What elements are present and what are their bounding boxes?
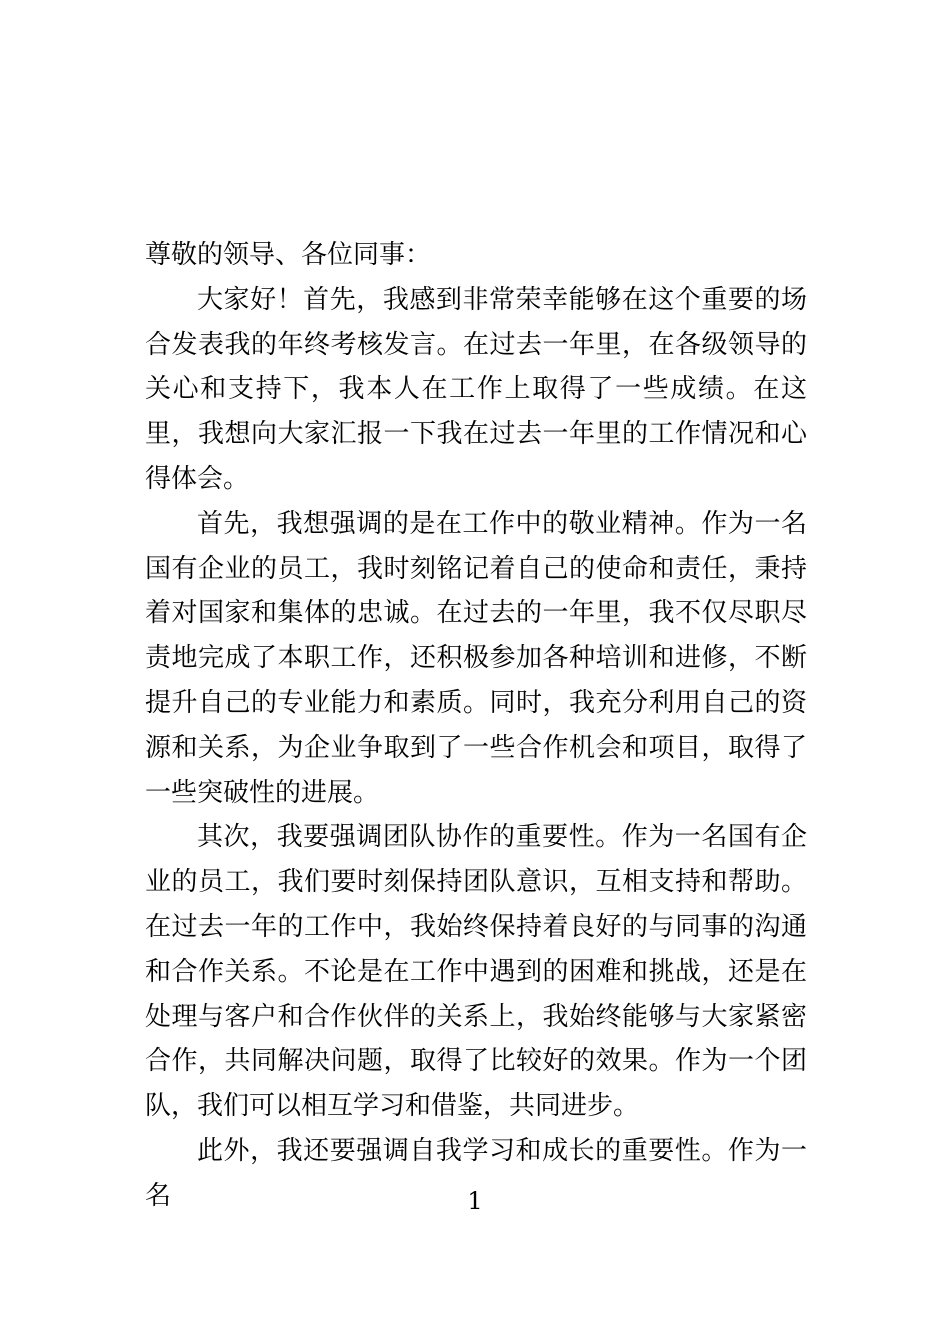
document-body bbox=[145, 233, 807, 1219]
page-number: 1 bbox=[467, 1187, 483, 1215]
paragraph: 此外，我还要强调自我学习和成长的重要性。作为一名 bbox=[145, 1135, 807, 1211]
salutation: 尊敬的领导、各位同事： bbox=[145, 240, 432, 270]
paragraph: 其次，我要强调团队协作的重要性。作为一名国有企业的员工，我们要时刻保持团队意识，互相支持和帮助。在过去一年的工作中，我始终保持着良好的与同事的沟通和合作关系。不论是在工作中遇到的困难和挑战，还是在处理与客户和合作伙伴的关系上，我始终能够与大家紧密合作，共同解决问题，取得了比较好的效果。作为一个团队，我们可以相互学习和借鉴，共同进步。 bbox=[145, 822, 807, 1122]
paragraph: 首先，我想强调的是在工作中的敬业精神。作为一名国有企业的员工，我时刻铭记着自己的使命和责任，秉持着对国家和集体的忠诚。在过去的一年里，我不仅尽职尽责地完成了本职工作，还积极参加各种培训和进修，不断提升自己的专业能力和素质。同时，我充分利用自己的资源和关系，为企业争取到了一些合作机会和项目，取得了一些突破性的进展。 bbox=[145, 508, 807, 808]
paragraph: 大家好！首先，我感到非常荣幸能够在这个重要的场合发表我的年终考核发言。在过去一年里，在各级领导的关心和支持下，我本人在工作上取得了一些成绩。在这里，我想向大家汇报一下我在过去一年里的工作情况和心得体会。 bbox=[145, 284, 807, 494]
